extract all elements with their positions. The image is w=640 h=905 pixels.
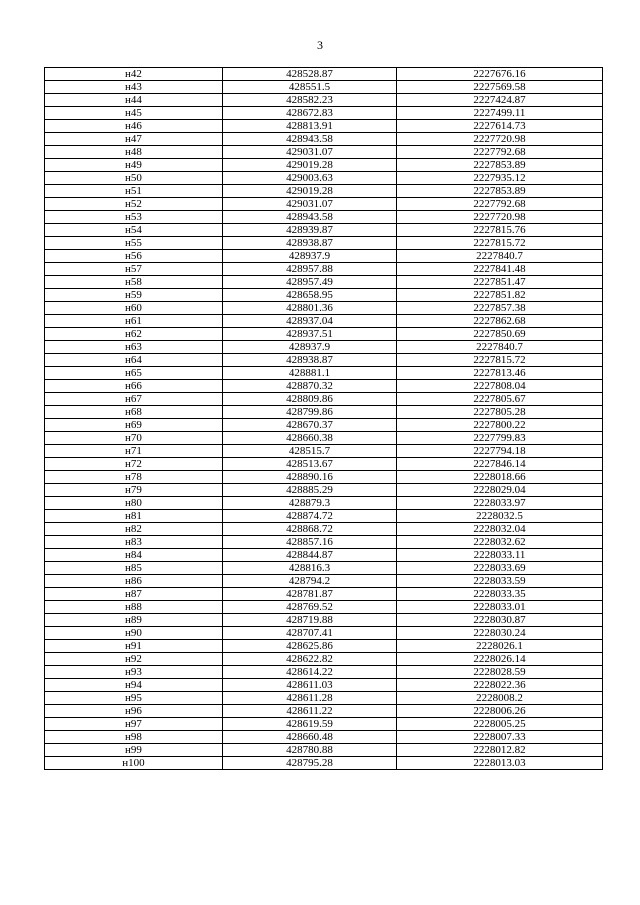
table-row xyxy=(45,354,603,367)
coordinates-table-body xyxy=(45,68,603,770)
y-coordinate-cell: 2228007.33 xyxy=(397,731,603,744)
table-row xyxy=(45,289,603,302)
y-coordinate-cell: 2228030.24 xyxy=(397,627,603,640)
y-coordinate-cell: 2228029.04 xyxy=(397,484,603,497)
x-coordinate-cell: 428881.1 xyxy=(223,367,397,380)
table-row xyxy=(45,315,603,328)
table-row xyxy=(45,68,603,81)
table-row xyxy=(45,211,603,224)
x-coordinate-cell: 429019.28 xyxy=(223,185,397,198)
y-coordinate-cell: 2227799.83 xyxy=(397,432,603,445)
y-coordinate-cell: 2227805.67 xyxy=(397,393,603,406)
table-row xyxy=(45,406,603,419)
table-row xyxy=(45,549,603,562)
point-label-cell: н43 xyxy=(45,81,223,94)
point-label-cell: н78 xyxy=(45,471,223,484)
y-coordinate-cell: 2228032.04 xyxy=(397,523,603,536)
y-coordinate-cell: 2227853.89 xyxy=(397,185,603,198)
y-coordinate-cell: 2228033.35 xyxy=(397,588,603,601)
x-coordinate-cell: 428957.49 xyxy=(223,276,397,289)
y-coordinate-cell: 2227805.28 xyxy=(397,406,603,419)
y-coordinate-cell: 2228033.01 xyxy=(397,601,603,614)
point-label-cell: н52 xyxy=(45,198,223,211)
table-row xyxy=(45,224,603,237)
table-row xyxy=(45,172,603,185)
y-coordinate-cell: 2227720.98 xyxy=(397,133,603,146)
x-coordinate-cell: 428622.82 xyxy=(223,653,397,666)
point-label-cell: н61 xyxy=(45,315,223,328)
x-coordinate-cell: 428781.87 xyxy=(223,588,397,601)
point-label-cell: н46 xyxy=(45,120,223,133)
table-row xyxy=(45,328,603,341)
x-coordinate-cell: 428513.67 xyxy=(223,458,397,471)
table-row xyxy=(45,497,603,510)
x-coordinate-cell: 428528.87 xyxy=(223,68,397,81)
y-coordinate-cell: 2227499.11 xyxy=(397,107,603,120)
table-row xyxy=(45,744,603,757)
point-label-cell: н49 xyxy=(45,159,223,172)
point-label-cell: н85 xyxy=(45,562,223,575)
point-label-cell: н69 xyxy=(45,419,223,432)
x-coordinate-cell: 428611.03 xyxy=(223,679,397,692)
table-row xyxy=(45,133,603,146)
table-row xyxy=(45,640,603,653)
point-label-cell: н60 xyxy=(45,302,223,315)
table-row xyxy=(45,276,603,289)
y-coordinate-cell: 2227794.18 xyxy=(397,445,603,458)
x-coordinate-cell: 428619.59 xyxy=(223,718,397,731)
table-row xyxy=(45,627,603,640)
point-label-cell: н42 xyxy=(45,68,223,81)
y-coordinate-cell: 2227792.68 xyxy=(397,198,603,211)
x-coordinate-cell: 428515.7 xyxy=(223,445,397,458)
y-coordinate-cell: 2227851.82 xyxy=(397,289,603,302)
table-row xyxy=(45,81,603,94)
point-label-cell: н88 xyxy=(45,601,223,614)
table-row xyxy=(45,185,603,198)
y-coordinate-cell: 2228033.97 xyxy=(397,497,603,510)
table-row xyxy=(45,705,603,718)
table-row xyxy=(45,471,603,484)
x-coordinate-cell: 428794.2 xyxy=(223,575,397,588)
point-label-cell: н83 xyxy=(45,536,223,549)
x-coordinate-cell: 428844.87 xyxy=(223,549,397,562)
y-coordinate-cell: 2228006.26 xyxy=(397,705,603,718)
point-label-cell: н54 xyxy=(45,224,223,237)
x-coordinate-cell: 428937.9 xyxy=(223,250,397,263)
y-coordinate-cell: 2227862.68 xyxy=(397,315,603,328)
point-label-cell: н93 xyxy=(45,666,223,679)
point-label-cell: н56 xyxy=(45,250,223,263)
table-row xyxy=(45,536,603,549)
x-coordinate-cell: 428660.48 xyxy=(223,731,397,744)
point-label-cell: н95 xyxy=(45,692,223,705)
y-coordinate-cell: 2228032.62 xyxy=(397,536,603,549)
point-label-cell: н71 xyxy=(45,445,223,458)
point-label-cell: н80 xyxy=(45,497,223,510)
x-coordinate-cell: 428611.22 xyxy=(223,705,397,718)
x-coordinate-cell: 428551.5 xyxy=(223,81,397,94)
point-label-cell: н55 xyxy=(45,237,223,250)
y-coordinate-cell: 2228022.36 xyxy=(397,679,603,692)
x-coordinate-cell: 428857.16 xyxy=(223,536,397,549)
table-row xyxy=(45,393,603,406)
table-row xyxy=(45,94,603,107)
table-row xyxy=(45,614,603,627)
y-coordinate-cell: 2228008.2 xyxy=(397,692,603,705)
table-row xyxy=(45,757,603,770)
y-coordinate-cell: 2227720.98 xyxy=(397,211,603,224)
y-coordinate-cell: 2227853.89 xyxy=(397,159,603,172)
point-label-cell: н86 xyxy=(45,575,223,588)
table-row xyxy=(45,666,603,679)
x-coordinate-cell: 428801.36 xyxy=(223,302,397,315)
table-row xyxy=(45,107,603,120)
x-coordinate-cell: 428799.86 xyxy=(223,406,397,419)
table-row xyxy=(45,679,603,692)
point-label-cell: н68 xyxy=(45,406,223,419)
point-label-cell: н82 xyxy=(45,523,223,536)
table-row xyxy=(45,367,603,380)
x-coordinate-cell: 429031.07 xyxy=(223,146,397,159)
table-row xyxy=(45,341,603,354)
x-coordinate-cell: 428890.16 xyxy=(223,471,397,484)
y-coordinate-cell: 2228033.11 xyxy=(397,549,603,562)
coordinates-table xyxy=(44,67,603,770)
table-row xyxy=(45,445,603,458)
y-coordinate-cell: 2228032.5 xyxy=(397,510,603,523)
point-label-cell: н50 xyxy=(45,172,223,185)
y-coordinate-cell: 2227850.69 xyxy=(397,328,603,341)
y-coordinate-cell: 2227800.22 xyxy=(397,419,603,432)
point-label-cell: н53 xyxy=(45,211,223,224)
point-label-cell: н51 xyxy=(45,185,223,198)
x-coordinate-cell: 428611.28 xyxy=(223,692,397,705)
y-coordinate-cell: 2228028.59 xyxy=(397,666,603,679)
table-row xyxy=(45,653,603,666)
point-label-cell: н87 xyxy=(45,588,223,601)
x-coordinate-cell: 428879.3 xyxy=(223,497,397,510)
point-label-cell: н64 xyxy=(45,354,223,367)
y-coordinate-cell: 2228030.87 xyxy=(397,614,603,627)
y-coordinate-cell: 2227808.04 xyxy=(397,380,603,393)
y-coordinate-cell: 2228026.1 xyxy=(397,640,603,653)
y-coordinate-cell: 2228033.59 xyxy=(397,575,603,588)
table-row xyxy=(45,718,603,731)
x-coordinate-cell: 428937.51 xyxy=(223,328,397,341)
point-label-cell: н96 xyxy=(45,705,223,718)
point-label-cell: н66 xyxy=(45,380,223,393)
table-row xyxy=(45,263,603,276)
point-label-cell: н44 xyxy=(45,94,223,107)
point-label-cell: н72 xyxy=(45,458,223,471)
table-row xyxy=(45,250,603,263)
y-coordinate-cell: 2227792.68 xyxy=(397,146,603,159)
x-coordinate-cell: 428943.58 xyxy=(223,133,397,146)
table-row xyxy=(45,419,603,432)
table-row xyxy=(45,198,603,211)
table-row xyxy=(45,484,603,497)
y-coordinate-cell: 2228026.14 xyxy=(397,653,603,666)
x-coordinate-cell: 428813.91 xyxy=(223,120,397,133)
y-coordinate-cell: 2227840.7 xyxy=(397,341,603,354)
x-coordinate-cell: 429019.28 xyxy=(223,159,397,172)
y-coordinate-cell: 2227815.72 xyxy=(397,354,603,367)
point-label-cell: н58 xyxy=(45,276,223,289)
y-coordinate-cell: 2228018.66 xyxy=(397,471,603,484)
x-coordinate-cell: 428809.86 xyxy=(223,393,397,406)
point-label-cell: н84 xyxy=(45,549,223,562)
x-coordinate-cell: 428582.23 xyxy=(223,94,397,107)
point-label-cell: н62 xyxy=(45,328,223,341)
point-label-cell: н79 xyxy=(45,484,223,497)
table-row xyxy=(45,588,603,601)
table-row xyxy=(45,120,603,133)
point-label-cell: н94 xyxy=(45,679,223,692)
point-label-cell: н99 xyxy=(45,744,223,757)
y-coordinate-cell: 2227424.87 xyxy=(397,94,603,107)
table-row xyxy=(45,562,603,575)
point-label-cell: н97 xyxy=(45,718,223,731)
x-coordinate-cell: 428874.72 xyxy=(223,510,397,523)
point-label-cell: н47 xyxy=(45,133,223,146)
y-coordinate-cell: 2227813.46 xyxy=(397,367,603,380)
table-row xyxy=(45,458,603,471)
table-row xyxy=(45,159,603,172)
table-row xyxy=(45,432,603,445)
point-label-cell: н45 xyxy=(45,107,223,120)
page-number: 3 xyxy=(317,38,323,52)
x-coordinate-cell: 428670.37 xyxy=(223,419,397,432)
point-label-cell: н65 xyxy=(45,367,223,380)
x-coordinate-cell: 428957.88 xyxy=(223,263,397,276)
x-coordinate-cell: 429031.07 xyxy=(223,198,397,211)
x-coordinate-cell: 428625.86 xyxy=(223,640,397,653)
point-label-cell: н89 xyxy=(45,614,223,627)
y-coordinate-cell: 2227935.12 xyxy=(397,172,603,185)
y-coordinate-cell: 2227841.48 xyxy=(397,263,603,276)
y-coordinate-cell: 2227846.14 xyxy=(397,458,603,471)
point-label-cell: н48 xyxy=(45,146,223,159)
x-coordinate-cell: 428780.88 xyxy=(223,744,397,757)
y-coordinate-cell: 2227614.73 xyxy=(397,120,603,133)
x-coordinate-cell: 428719.88 xyxy=(223,614,397,627)
x-coordinate-cell: 428658.95 xyxy=(223,289,397,302)
table-row xyxy=(45,523,603,536)
y-coordinate-cell: 2227851.47 xyxy=(397,276,603,289)
point-label-cell: н63 xyxy=(45,341,223,354)
x-coordinate-cell: 428614.22 xyxy=(223,666,397,679)
point-label-cell: н59 xyxy=(45,289,223,302)
x-coordinate-cell: 428795.28 xyxy=(223,757,397,770)
y-coordinate-cell: 2228012.82 xyxy=(397,744,603,757)
point-label-cell: н70 xyxy=(45,432,223,445)
point-label-cell: н91 xyxy=(45,640,223,653)
x-coordinate-cell: 428870.32 xyxy=(223,380,397,393)
table-row xyxy=(45,692,603,705)
x-coordinate-cell: 428769.52 xyxy=(223,601,397,614)
x-coordinate-cell: 428660.38 xyxy=(223,432,397,445)
y-coordinate-cell: 2227815.76 xyxy=(397,224,603,237)
x-coordinate-cell: 428938.87 xyxy=(223,237,397,250)
y-coordinate-cell: 2227840.7 xyxy=(397,250,603,263)
table-row xyxy=(45,146,603,159)
point-label-cell: н98 xyxy=(45,731,223,744)
y-coordinate-cell: 2227569.58 xyxy=(397,81,603,94)
x-coordinate-cell: 428816.3 xyxy=(223,562,397,575)
table-row xyxy=(45,237,603,250)
table-row xyxy=(45,601,603,614)
x-coordinate-cell: 428943.58 xyxy=(223,211,397,224)
x-coordinate-cell: 428939.87 xyxy=(223,224,397,237)
y-coordinate-cell: 2227676.16 xyxy=(397,68,603,81)
table-row xyxy=(45,575,603,588)
table-row xyxy=(45,731,603,744)
point-label-cell: н90 xyxy=(45,627,223,640)
table-row xyxy=(45,380,603,393)
point-label-cell: н57 xyxy=(45,263,223,276)
table-row xyxy=(45,510,603,523)
x-coordinate-cell: 429003.63 xyxy=(223,172,397,185)
x-coordinate-cell: 428672.83 xyxy=(223,107,397,120)
point-label-cell: н92 xyxy=(45,653,223,666)
y-coordinate-cell: 2228033.69 xyxy=(397,562,603,575)
x-coordinate-cell: 428937.04 xyxy=(223,315,397,328)
y-coordinate-cell: 2228005.25 xyxy=(397,718,603,731)
point-label-cell: н67 xyxy=(45,393,223,406)
y-coordinate-cell: 2227815.72 xyxy=(397,237,603,250)
point-label-cell: н100 xyxy=(45,757,223,770)
x-coordinate-cell: 428938.87 xyxy=(223,354,397,367)
x-coordinate-cell: 428885.29 xyxy=(223,484,397,497)
x-coordinate-cell: 428868.72 xyxy=(223,523,397,536)
y-coordinate-cell: 2228013.03 xyxy=(397,757,603,770)
table-row xyxy=(45,302,603,315)
y-coordinate-cell: 2227857.38 xyxy=(397,302,603,315)
point-label-cell: н81 xyxy=(45,510,223,523)
x-coordinate-cell: 428707.41 xyxy=(223,627,397,640)
x-coordinate-cell: 428937.9 xyxy=(223,341,397,354)
